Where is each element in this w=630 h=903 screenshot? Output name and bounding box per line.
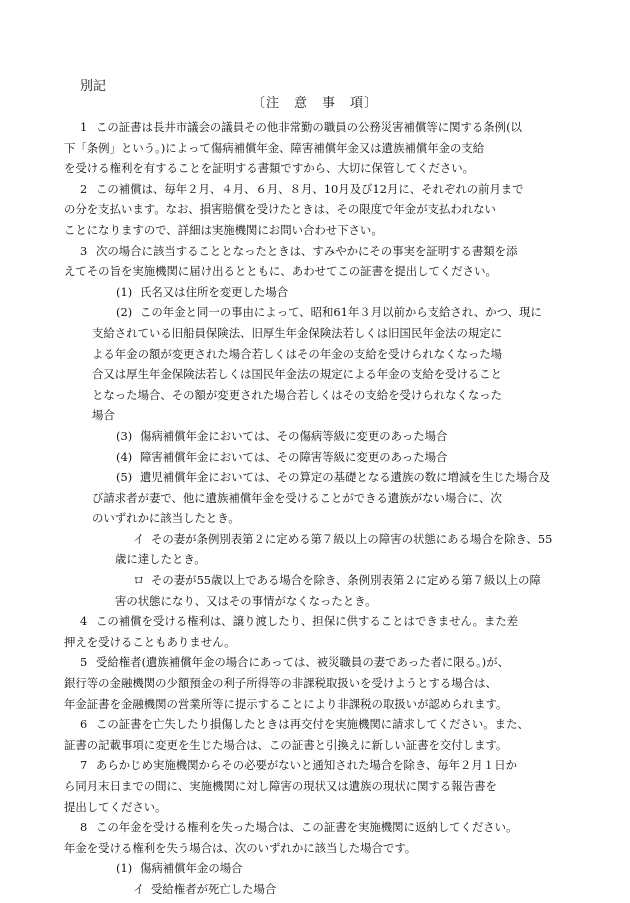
note-marker: (3) [116,428,133,443]
note-line [64,673,568,694]
note-line [64,776,568,797]
note-text: 年金証書を金融機関の営業所等に提示することにより非課税の取扱いが認められます。 [64,696,508,711]
note-line [116,447,568,468]
note-text: 提出してください。 [64,799,167,814]
note-text: この年金を受ける権利を失った場合は、この証書を実施機関に返納してください。 [96,820,518,835]
note-text: 銀行等の金融機関の少額預金の利子所得等の非課税取扱いを受けようとする場合は、 [64,676,497,691]
note-line [92,488,568,509]
note-line [115,591,568,612]
note-marker: イ [133,531,145,546]
note-line [92,385,568,406]
note-item [0,714,630,755]
note-marker: 4 [80,614,88,629]
note-item [0,241,630,282]
note-line [92,344,568,365]
note-text: 下「条例」という。)によって傷病補償年金、障害補償年金又は遺族補償年金の支給 [64,140,485,155]
note-line [92,323,568,344]
note-text: 傷病補償年金においては、その傷病等級に変更のあった場合 [140,428,448,443]
note-line [133,879,568,900]
note-text: その妻が条例別表第２に定める第７級以上の障害の状態にある場合を除き、55 [151,531,553,546]
note-text: 傷病補償年金の場合 [140,861,243,876]
note-text: び請求者が妻で、他に遺族補償年金を受けることができる遺族がない場合に、次 [92,490,502,505]
note-line [64,199,568,220]
note-line [80,755,568,776]
note-marker: 7 [80,758,88,773]
note-text: 支給されている旧船員保険法、旧厚生年金保険法若しくは旧国民年金法の規定に [92,325,503,340]
note-line [64,138,568,159]
section-title: 〔注 意 事 項〕 [251,96,378,111]
note-marker: (1) [116,284,133,299]
note-text: となった場合、その額が変更された場合若しくはその支給を受けられなくなった [92,387,503,402]
note-line [116,467,568,488]
note-text: 押えを受けることもありません。 [64,634,236,649]
note-text: 障害補償年金においては、その障害等級に変更のあった場合 [140,449,448,464]
note-line [64,694,568,715]
note-text: 受給権者(遺族補償年金の場合にあっては、被災職員の妻であった者に限る。)が、 [96,655,510,670]
note-line [64,632,568,653]
note-line [80,652,568,673]
note-text: その妻が55歳以上である場合を除き、条例別表第２に定める第７級以上の障 [151,573,541,588]
note-text: あらかじめ実施機関からその必要がないと通知された場合を除き、毎年２月１日か [96,758,517,773]
note-line [116,282,568,303]
note-text: のいずれかに該当したとき。 [92,511,240,526]
note-text: 遺児補償年金においては、その算定の基礎となる遺族の数に増減を生じた場合及 [140,470,551,485]
note-text: 合又は厚生年金保険法若しくは国民年金法の規定による年金の支給を受けること [92,367,503,382]
note-item [0,282,630,303]
note-text: この証書は長井市議会の議員その他非常勤の職員の公務災害補償等に関する条例(以 [96,120,522,134]
note-marker: (4) [116,449,133,464]
note-item [0,879,630,900]
note-item [0,755,630,817]
note-text: よる年金の額が変更された場合若しくはその年金の支給を受けられなくなった場 [92,346,503,361]
note-text: 氏名又は住所を変更した場合 [140,284,289,299]
note-text: 歳に達したとき。 [115,552,206,567]
note-line [64,735,568,756]
note-text: えてその旨を実施機関に届け出るとともに、あわせてこの証書を提出してください。 [64,264,497,279]
note-text: 受給権者が死亡した場合 [151,881,277,896]
note-item [0,467,630,529]
note-marker: (1) [116,861,133,876]
note-line [133,570,568,591]
note-line [80,714,568,735]
note-line [64,261,568,282]
note-line [64,158,568,179]
note-text: この補償は、毎年２月、４月、６月、８月、10月及び12月に、それぞれの前月まで [96,181,524,196]
note-item [0,529,630,570]
note-item [0,652,630,714]
note-text: 害の状態になり、又はその事情がなくなったとき。 [115,593,377,608]
note-marker: 3 [80,243,88,258]
note-item [0,817,630,858]
note-item [0,426,630,447]
note-marker: 5 [80,655,88,670]
note-marker: 1 [80,120,88,134]
notes-list [0,117,630,900]
note-line [92,364,568,385]
note-item [0,858,630,879]
note-marker: 6 [80,717,88,732]
note-marker: (2) [116,305,133,320]
appendix-label: 別記 [80,79,107,94]
note-marker: (5) [116,470,133,485]
note-item [0,611,630,652]
note-text: この補償を受ける権利は、譲り渡したり、担保に供することはできません。また差 [96,614,519,629]
note-text: の分を支払います。なお、損害賠償を受けたときは、その限度で年金が支払われない [64,202,496,217]
note-marker: 2 [80,181,88,196]
note-marker: イ [133,881,145,896]
note-line [92,508,568,529]
note-line [116,302,568,323]
note-line [115,549,568,570]
note-line [80,241,568,262]
note-line [80,117,568,138]
note-item [0,447,630,468]
note-item [0,570,630,611]
note-text: この証書を亡失したり損傷したときは再交付を実施機関に請求してください。また、 [96,717,529,732]
note-text: ら同月末日までの間に、実施機関に対し障害の現状又は遺族の現状に関する報告書を [64,779,497,793]
note-marker: 8 [80,820,88,835]
note-text: 年金を受ける権利を失う場合は、次のいずれかに該当した場合です。 [64,840,417,855]
note-item [0,179,630,241]
note-line [116,426,568,447]
note-text: 証書の記載事項に変更を生じた場合は、この証書と引換えに新しい証書を交付します。 [64,737,508,752]
note-line [116,858,568,879]
note-item [0,302,630,426]
note-text: 次の場合に該当することとなったときは、すみやかにその事実を証明する書類を添 [96,243,518,258]
note-line [80,179,568,200]
note-text: この年金と同一の事由によって、昭和61年３月以前から支給され、かつ、現に [140,305,542,320]
note-item [0,117,630,179]
note-line [80,817,568,838]
note-line [64,797,568,818]
note-text: を受ける権利を有することを証明する書類ですから、大切に保管してください。 [64,161,475,176]
note-line [64,838,568,859]
note-text: ことになりますので、詳細は実施機関にお問い合わせ下さい。 [64,222,383,237]
note-line [64,220,568,241]
note-text: 場合 [92,408,115,423]
note-line [80,611,568,632]
note-line [133,529,568,550]
note-marker: ロ [133,573,145,588]
note-line [92,405,568,426]
